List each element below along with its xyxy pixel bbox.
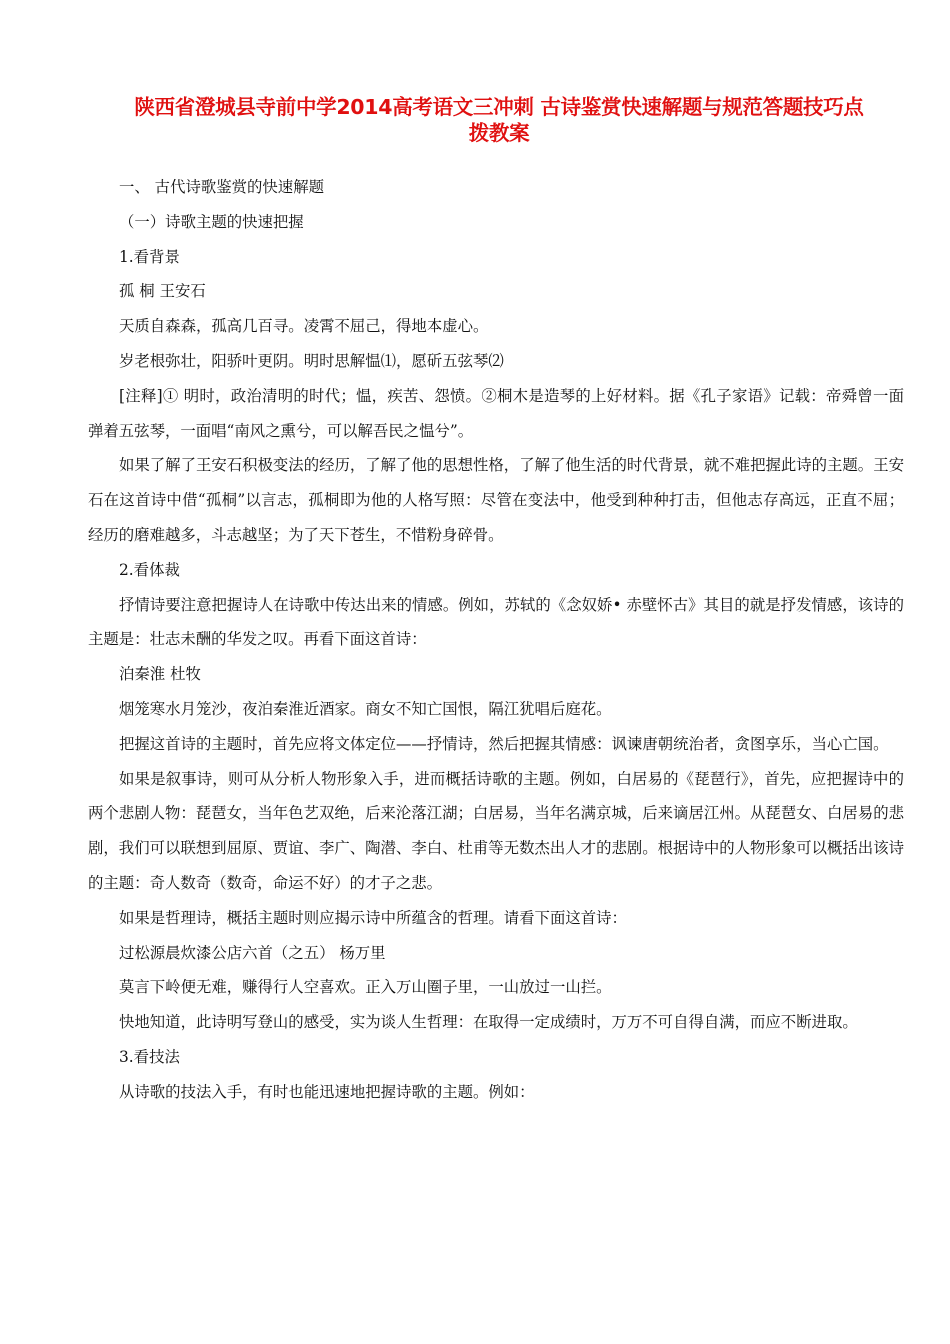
body-paragraph: 快地知道，此诗明写登山的感受，实为谈人生哲理：在取得一定成绩时，万万不可自得自满，而应不断进取。 — [119, 1013, 858, 1032]
body-paragraph: 如果是哲理诗，概括主题时则应揭示诗中所蕴含的哲理。请看下面这首诗： — [119, 908, 627, 927]
document-title — [88, 94, 910, 146]
poem-line: 岁老根弥壮，阳骄叶更阴。明时思解愠⑴，愿斫五弦琴⑵ — [119, 351, 504, 370]
subsection-heading: （一）诗歌主题的快速把握 — [119, 212, 304, 231]
poem-line: 烟笼寒水月笼沙，夜泊秦淮近酒家。商女不知亡国恨，隔江犹唱后庭花。 — [119, 699, 612, 718]
body-paragraph: 如果是叙事诗，则可从分析人物形象入手，进而概括诗歌的主题。例如，白居易的《琵琶行》，首先，应把握诗中的两个悲剧人物：琵琶女，当年色艺双绝，后来沦落江湖；白居易，当年名满京城，后来谪居江州。从琵琶女、白居易的悲剧，我们可以联想到屈原、贾谊、李广、陶潜、李白、杜甫等无数杰出人才的悲剧。根据诗中的人物形象可以概括出该诗的主题：奇人数奇（数奇，命运不好）的才子之悲。 — [88, 769, 904, 892]
body-paragraph: 如果了解了王安石积极变法的经历，了解了他的思想性格，了解了他生活的时代背景，就不难把握此诗的主题。王安石在这首诗中借“孤桐”以言志，孤桐即为他的人格写照：尽管在变法中，他受到种种打击，但他志存高远，正直不屈；经历的磨难越多，斗志越坚；为了天下苍生，不惜粉身碎骨。 — [88, 456, 904, 544]
body-paragraph: 从诗歌的技法入手，有时也能迅速地把握诗歌的主题。例如： — [119, 1082, 535, 1101]
section-heading: 一、 古代诗歌鉴赏的快速解题 — [119, 178, 324, 196]
poem-line: 天质自森森，孤高几百寻。凌霄不屈己，得地本虚心。 — [119, 317, 489, 336]
point-heading: 1.看背景 — [119, 247, 180, 266]
poem-title: 孤 桐 王安石 — [119, 282, 206, 301]
body-paragraph: 抒情诗要注意把握诗人在诗歌中传达出来的情感。例如，苏轼的《念奴娇• 赤壁怀古》其目的就是抒发情感，该诗的主题是：壮志未酬的华发之叹。再看下面这首诗： — [88, 595, 904, 649]
document-body — [88, 170, 904, 1110]
title-line-2: 拨教案 — [468, 121, 530, 145]
body-paragraph: 把握这首诗的主题时，首先应将文体定位——抒情诗，然后把握其情感：讽谏唐朝统治者，贪图享乐，当心亡国。 — [119, 734, 889, 753]
poem-title: 泊秦淮 杜牧 — [119, 665, 201, 684]
annotation-paragraph: [注释]① 明时，政治清明的时代；愠，疾苦、怨愤。②桐木是造琴的上好材料。据《孔子家语》记载：帝舜曾一面弹着五弦琴，一面唱“南风之熏兮，可以解吾民之愠兮”。 — [88, 386, 904, 440]
poem-line: 莫言下岭便无难，赚得行人空喜欢。正入万山圈子里，一山放过一山拦。 — [119, 978, 612, 997]
point-heading: 3.看技法 — [119, 1047, 180, 1066]
point-heading: 2.看体裁 — [119, 560, 180, 579]
poem-title: 过松源晨炊漆公店六首（之五） 杨万里 — [119, 943, 386, 962]
title-line-1: 陕西省澄城县寺前中学2014高考语文三冲刺 古诗鉴赏快速解题与规范答题技巧点 — [134, 95, 864, 119]
